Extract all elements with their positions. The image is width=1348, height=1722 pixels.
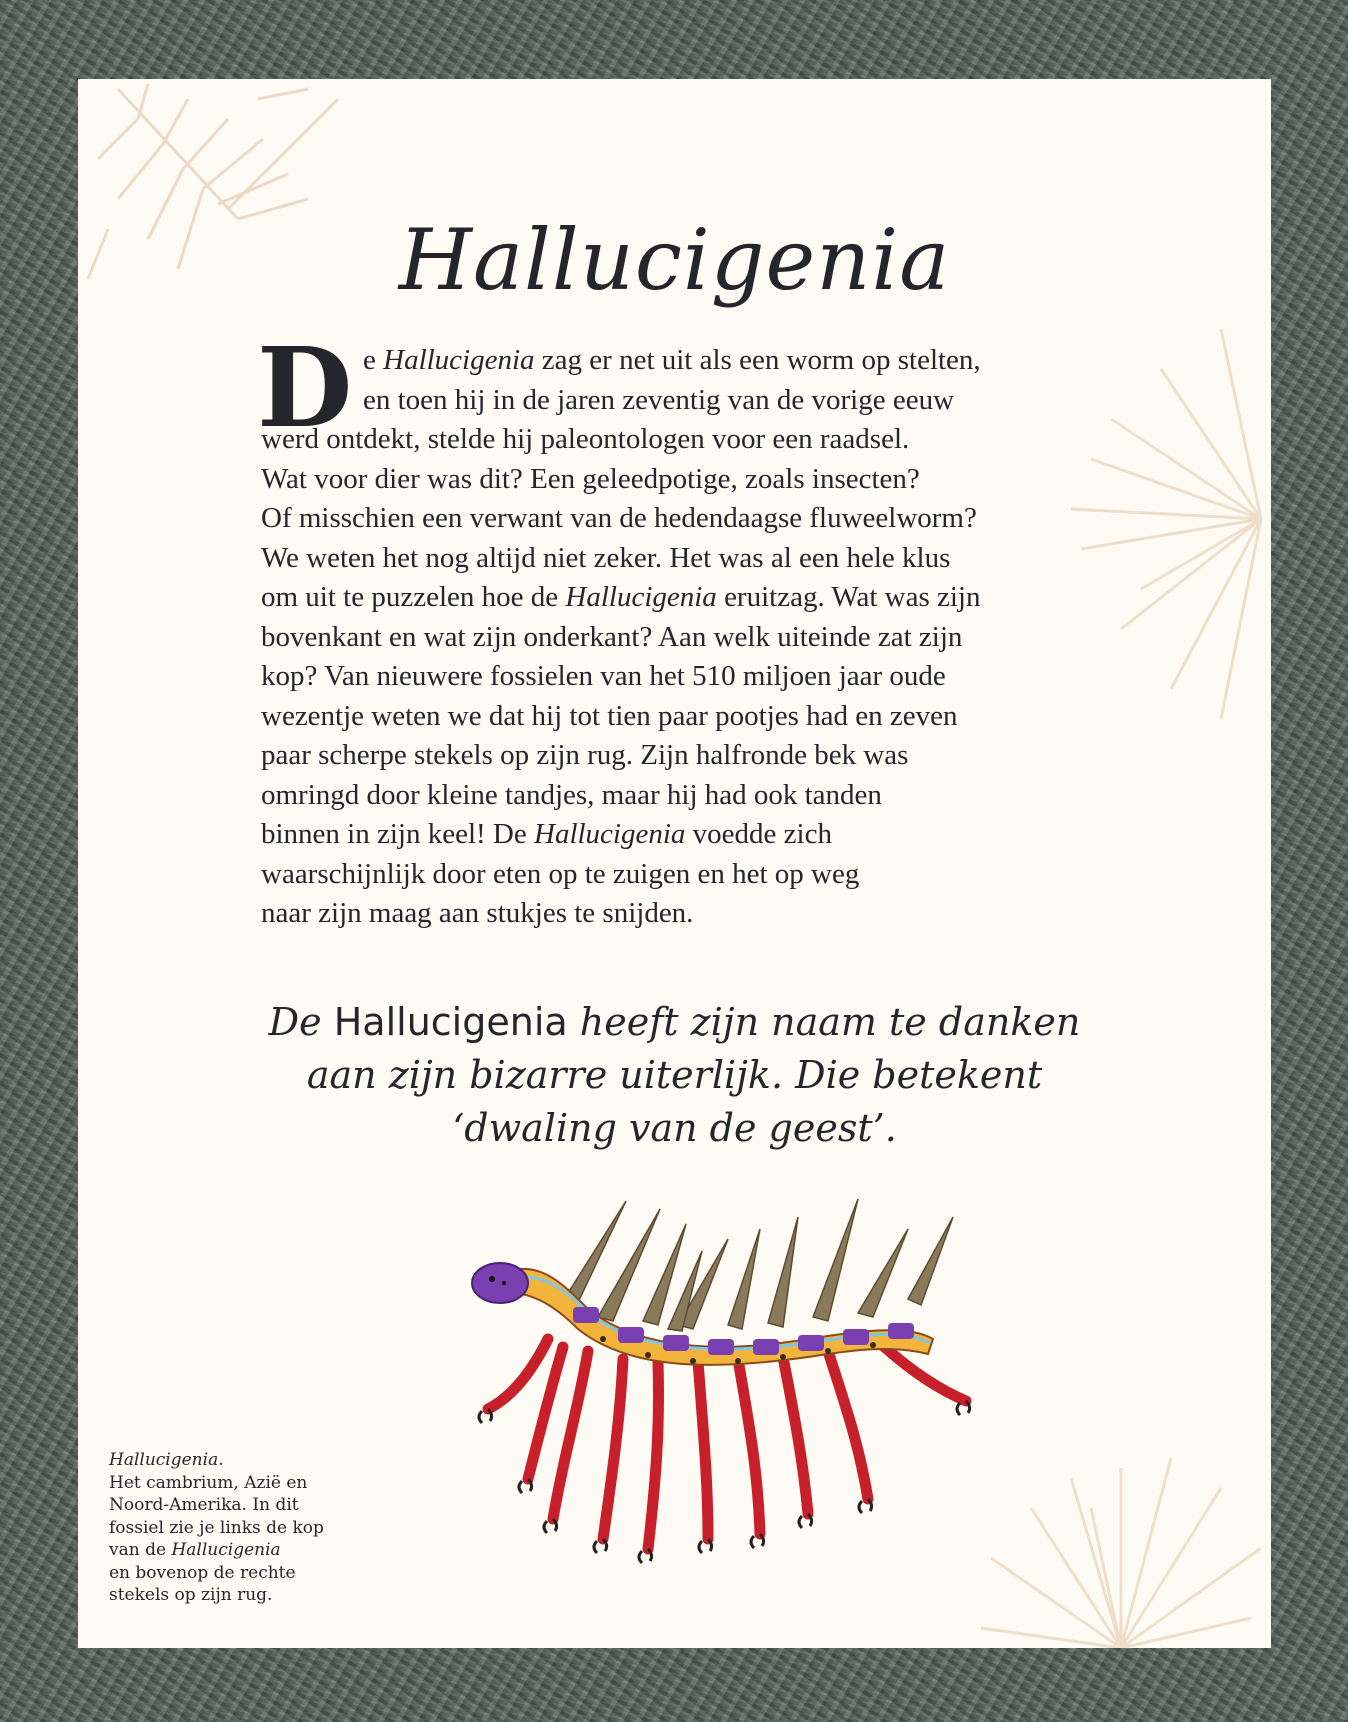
hallucigenia-illustration: [388, 1179, 988, 1639]
caption-line: stekels op zijn rug.: [109, 1585, 273, 1605]
body-line: en toen hij in de jaren zeventig van de vorige eeuw: [363, 383, 955, 416]
drop-cap: D: [257, 323, 353, 452]
body-line: bovenkant en wat zijn onderkant? Aan welk uiteinde zat zijn: [261, 620, 963, 653]
image-caption: [109, 1449, 369, 1607]
body-line: waarschijnlijk door eten op te zuigen en het op weg: [261, 857, 860, 890]
caption-line: en bovenop de rechte: [109, 1562, 296, 1583]
head: [472, 1263, 528, 1303]
caption-line: fossiel zie je links de kop: [109, 1517, 324, 1538]
body-line: werd ontdekt, stelde hij paleontologen voor een raadsel.: [261, 423, 910, 455]
body-line: Wat voor dier was dit? Een geleedpotige, zoals insecten?: [261, 462, 920, 495]
eye: [489, 1276, 495, 1282]
pull-quote: [78, 996, 1271, 1155]
pull-quote-line: De Hallucigenia heeft zijn naam te danken: [268, 1000, 1081, 1044]
page: [78, 79, 1271, 1648]
page-title: Hallucigenia: [398, 211, 951, 309]
body-line: e Hallucigenia zag er net uit als een worm op stelten,: [363, 344, 981, 376]
fossil-decoration-bottom-right: [971, 1388, 1271, 1648]
body-line: paar scherpe stekels op zijn rug. Zijn halfronde bek was: [261, 739, 909, 771]
body-line: naar zijn maag aan stukjes te snijden.: [261, 897, 694, 929]
body-line: binnen in zijn keel! De Hallucigenia voedde zich: [261, 818, 832, 850]
body-line: wezentje weten we dat hij tot tien paar pootjes had en zeven: [261, 699, 958, 732]
body-line: omringd door kleine tandjes, maar hij had ook tanden: [261, 778, 882, 811]
caption-line: van de Hallucigenia: [109, 1540, 281, 1560]
body-line: We weten het nog altijd niet zeker. Het was al een hele klus: [261, 541, 951, 574]
legs: [488, 1339, 966, 1549]
body-line: om uit te puzzelen hoe de Hallucigenia eruitzag. Wat was zijn: [261, 581, 981, 613]
caption-line: Noord-Amerika. In dit: [109, 1495, 299, 1515]
body-line: Of misschien een verwant van de hedendaagse fluweelworm?: [261, 502, 977, 534]
pull-quote-line: ‘dwaling van de geest’.: [452, 1106, 897, 1150]
claws: [479, 1401, 970, 1563]
body-text: [257, 323, 1161, 934]
caption-line: Hallucigenia.: [109, 1450, 224, 1470]
back-spikes: [558, 1199, 953, 1331]
body-line: kop? Van nieuwere fossielen van het 510 miljoen jaar oude: [261, 660, 946, 692]
caption-line: Het cambrium, Azië en: [109, 1472, 308, 1493]
pull-quote-line: aan zijn bizarre uiterlijk. Die betekent: [306, 1053, 1043, 1097]
